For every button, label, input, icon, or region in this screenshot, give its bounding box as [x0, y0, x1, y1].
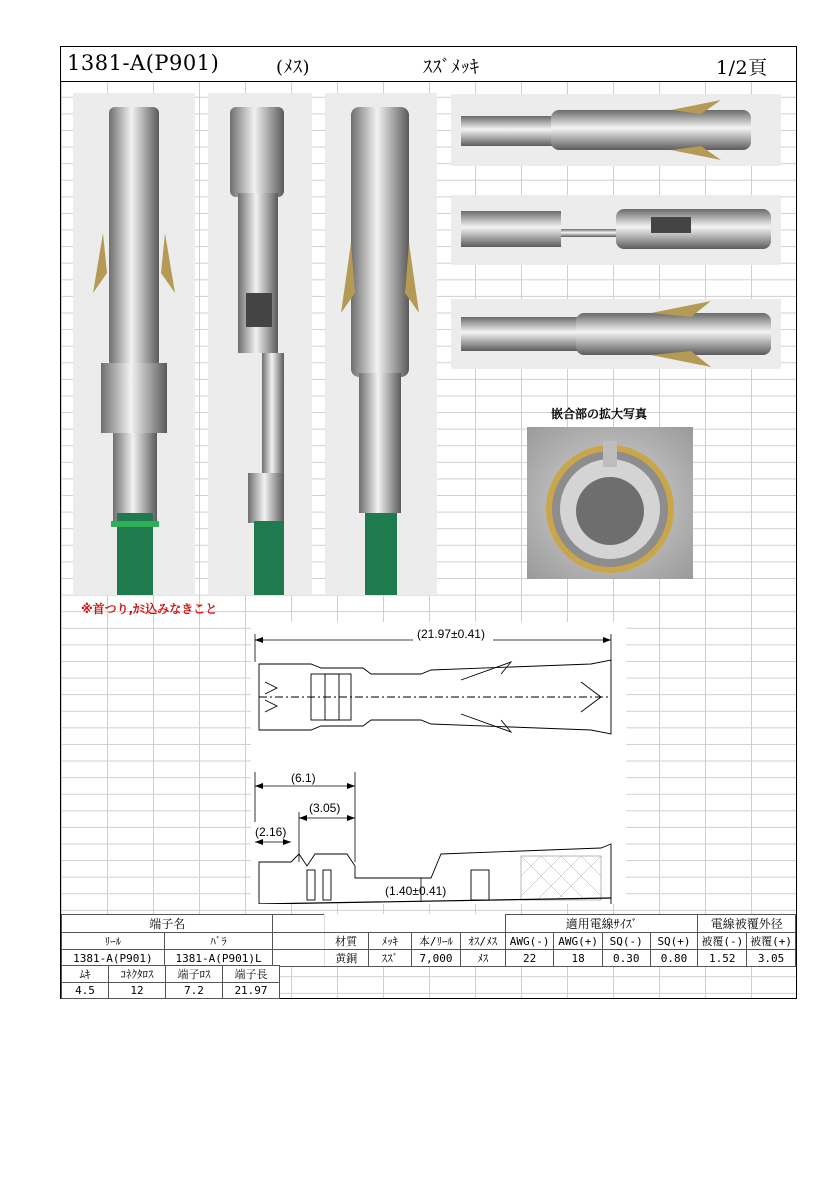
reel-part-number: 1381-A(P901)	[62, 950, 165, 967]
col-connector-loss: ｺﾈｸﾀﾛｽ	[109, 966, 166, 983]
terminal-name-header: 端子名	[62, 915, 273, 933]
col-bulk: ﾊﾞﾗ	[164, 933, 273, 950]
col-reel: ﾘｰﾙ	[62, 933, 165, 950]
col-ins-min: 被覆(-)	[698, 933, 747, 950]
col-plating: ﾒｯｷ	[368, 933, 411, 950]
terminal-loss-value: 7.2	[166, 983, 223, 999]
dim-overall-length: (21.97±0.41)	[417, 627, 485, 641]
sq-max-value: 0.80	[650, 950, 698, 967]
datasheet	[60, 46, 797, 999]
col-per-reel: 本/ﾘｰﾙ	[412, 933, 461, 950]
photo-top-view-2	[451, 195, 781, 265]
photo-top-view-3	[451, 299, 781, 369]
photo-side-view-1	[73, 93, 195, 595]
dim-1-40: (1.40±0.41)	[385, 884, 447, 898]
ins-min-value: 1.52	[698, 950, 747, 967]
gender-value: ﾒｽ	[460, 950, 505, 967]
awg-max-value: 18	[554, 950, 603, 967]
wire-size-header: 適用電線ｻｲｽﾞ	[505, 915, 698, 933]
bulk-part-number: 1381-A(P901)L	[164, 950, 273, 967]
terminal-length-value: 21.97	[223, 983, 280, 999]
page-number: 1/2頁	[716, 57, 768, 79]
title-row	[61, 47, 796, 82]
insulation-header: 電線被覆外径	[698, 915, 796, 933]
ins-max-value: 3.05	[747, 950, 796, 967]
plating-value: ｽｽﾞ	[368, 950, 411, 967]
col-awg-max: AWG(+)	[554, 933, 603, 950]
material-value: 黄銅	[324, 950, 368, 967]
part-number: 1381-A(P901)	[67, 51, 220, 75]
dim-6-1: (6.1)	[291, 771, 316, 785]
col-terminal-loss: 端子ﾛｽ	[166, 966, 223, 983]
magnified-photo-caption: 嵌合部の拡大写真	[551, 407, 648, 421]
col-awg-min: AWG(-)	[505, 933, 554, 950]
photo-mating-end-closeup	[527, 427, 693, 579]
photo-top-view-1	[451, 94, 781, 166]
per-reel-value: 7,000	[412, 950, 461, 967]
length-table	[61, 965, 280, 999]
col-sq-min: SQ(-)	[602, 933, 650, 950]
col-material: 材質	[324, 933, 368, 950]
col-gender: ｵｽ/ﾒｽ	[460, 933, 505, 950]
sq-min-value: 0.30	[602, 950, 650, 967]
spec-table	[61, 914, 796, 967]
handling-note: ※首つり,ｶﾐ込みなきこと	[81, 602, 218, 616]
col-strip: ﾑｷ	[62, 966, 109, 983]
photo-side-view-2	[208, 93, 312, 595]
photo-side-view-3	[325, 93, 437, 595]
col-ins-max: 被覆(+)	[747, 933, 796, 950]
connector-loss-value: 12	[109, 983, 166, 999]
gender-label: (ﾒｽ)	[276, 57, 311, 78]
dim-2-16: (2.16)	[255, 825, 287, 839]
awg-min-value: 22	[505, 950, 554, 967]
strip-value: 4.5	[62, 983, 109, 999]
col-sq-max: SQ(+)	[650, 933, 698, 950]
technical-drawing	[251, 622, 626, 904]
col-terminal-length: 端子長	[223, 966, 280, 983]
plating-label: ｽｽﾞﾒｯｷ	[423, 57, 480, 78]
dim-3-05: (3.05)	[309, 801, 341, 815]
